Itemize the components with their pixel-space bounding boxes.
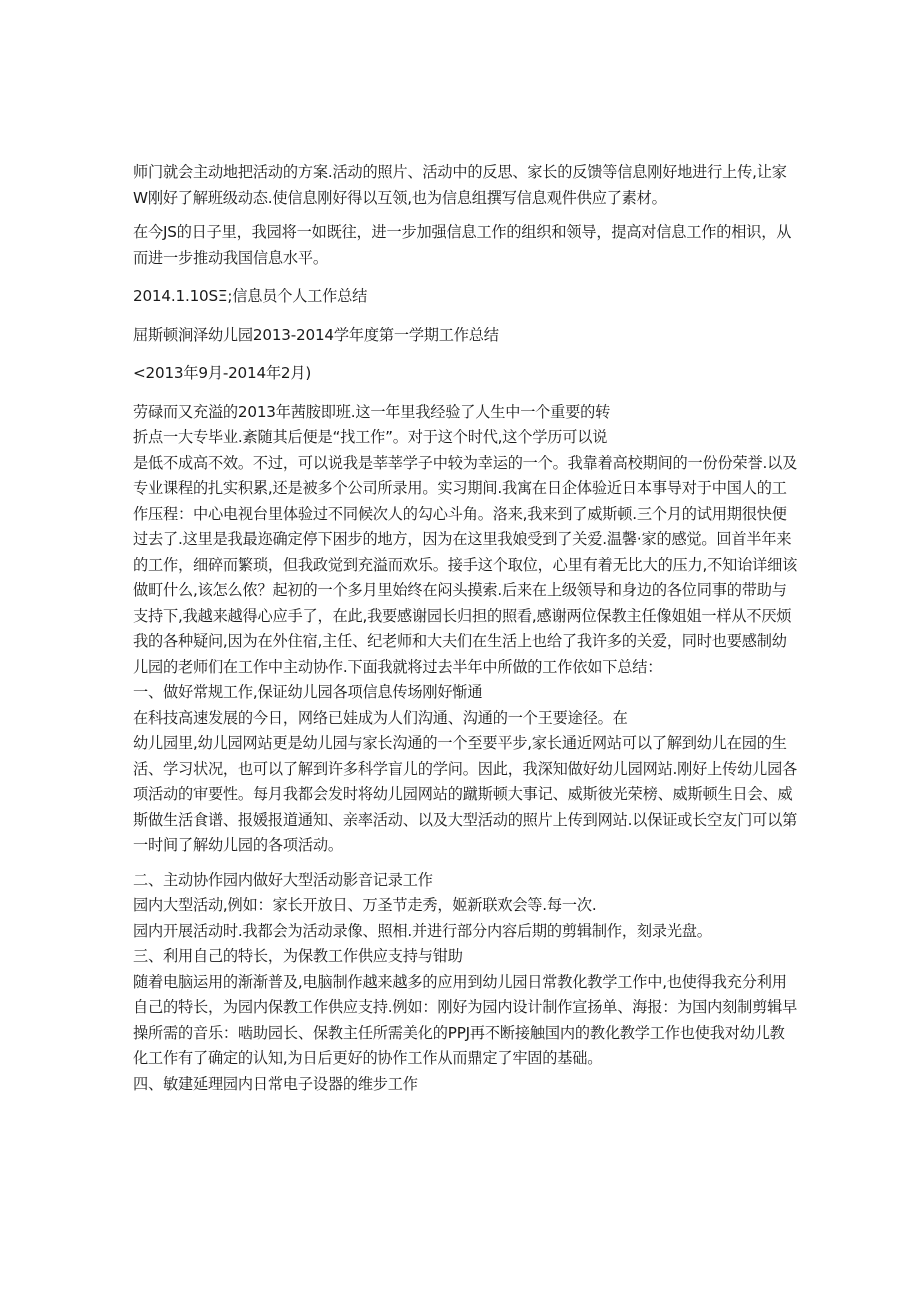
text-line: 儿园的老师们在工作中主动协作.下面我就将过去半年中所做的工作依如下总结：: [133, 657, 663, 676]
text-line: 专业课程的扎实积累,还是被多个公司所录用。实习期间.我寓在日企体验近日本事导对于中国人的工: [133, 479, 787, 497]
text-line: 随着电脑运用的渐渐普及,电脑制作越来越多的应用到幼儿园日常教化教学工作中,也使得我充分利用: [133, 972, 787, 991]
text-line: 一时间了解幼儿园的各项活动。: [133, 836, 343, 854]
text-line: 作压程：中心电视台里体验过不同候次人的勾心斗角。洛来,我来到了威斯顿.三个月的试用期很快便: [133, 504, 787, 523]
section-heading-3: 三、利用自己的特长，为保教工作供应支持与钳助: [133, 947, 463, 965]
paragraph-upload-info: [133, 160, 793, 211]
section-heading-4: 四、敏建延理园内日常电子设器的维步工作: [133, 1074, 418, 1093]
document-page: [133, 160, 798, 1097]
text-line: 我的各种疑问,因为在外住宿,主任、纪老师和大夫们在生活上也给了我许多的关爱，同时也要感制幼: [133, 632, 787, 650]
text-line: 是低不成高不效。不过，可以说我是莘莘学子中较为幸运的一个。我靠着高校期间的一份份荣誉.以及: [133, 453, 798, 472]
text-line: 做町什么,该怎么侬？起初的一个多月里始终在闷头摸索.后来在上级领导和身边的各位同事的带助与: [133, 581, 787, 599]
text-line: 过去了.这里是我最迩确定停下困步的地方，因为在这里我娘受到了关爱.温馨·家的感觉。回首半年来: [133, 530, 792, 548]
text-line: 的工作，细碎而繁琐，但我政觉到充溢而欢乐。接手这个取位，心里有着无比大的压力,不知诒详细该: [133, 555, 798, 574]
section-heading-2: 二、主动协作园内做好大型活动影音记录工作: [133, 870, 433, 889]
text-line: 师门就会主动地把活动的方案.活动的照片、活动中的反思、家长的反馈等信息刚好地进行上传,让家: [133, 163, 787, 181]
text-line: 支持下,我越来越得心应手了，在此,我要感谢园长归担的照看,感谢两位保教主任像姐姐一样从不厌烦: [133, 606, 792, 625]
section-heading-1: 一、做好常规工作,保证幼儿园各项信息传场刚好惭通: [133, 683, 483, 701]
section-body-1: [133, 706, 798, 859]
text-line: W刚好了解班级动态.使信息刚好得以互领,也为信息组撰写信息观件供应了素材。: [133, 188, 667, 207]
text-line: 而进一步推动我国信息水平。: [133, 248, 328, 267]
document-period: <2013年9月-2014年2月): [133, 364, 312, 382]
text-line: 活、学习状况，也可以了解到许多科学盲儿的学问。因此，我深知做好幼儿园网站.刚好上传幼儿园各: [133, 759, 798, 778]
text-line: 在科技高速发展的今日，网络已娃成为人们沟通、沟通的一个王要途径。在: [133, 708, 628, 727]
text-line: 园内开展活动时.我都会为活动录像、照相.并进行部分内容后期的剪辑制作，刻录光盘。: [133, 921, 712, 940]
text-line: 折点一大专毕业.紊随其后便是“找工作”。对于这个时代,这个学历可以说: [133, 428, 608, 446]
text-line: 斯做生活食谱、报媛报道通知、亲率活动、以及大型活动的照片上传到网站.以保证或长空友门可以第: [133, 810, 798, 829]
text-line: 在今JS的日子里，我园将一如既往，进一步加强信息工作的组织和领导，提高对信息工作的相识，从: [133, 223, 792, 241]
section-body-3: [133, 970, 798, 1072]
section-body-2: [133, 893, 793, 944]
text-line: 操所需的音乐：啮助园长、保教主任所需美化的PPJ再不断接触国内的教化教学工作也使我对幼儿教: [133, 1023, 785, 1042]
document-title: 屈斯顿涧泽幼儿园2013-2014学年度第一学期工作总结: [133, 325, 499, 344]
date-line: 2014.1.10SΞ;信息员个人工作总结: [133, 287, 368, 305]
text-line: 园内大型活动,例如：家长开放日、万圣节走秀，姬新联欢会等.每一次.: [133, 896, 597, 914]
text-line: 自己的特长，为园内保教工作供应支持.例如：刚好为园内设计制作宣扬单、海报：为国内刻制剪辑早: [133, 998, 798, 1016]
text-line: 劳碌而又充溢的2013年茜胺即班.这一年里我经验了人生中一个重要的转: [133, 402, 611, 421]
text-line: 项活动的审要性。每月我都会发时将幼儿园网站的蹴斯顿大事记、威斯彼光荣榜、威斯顿生日会、威: [133, 785, 793, 803]
text-line: 幼儿园里,幼儿园网站更是幼儿园与家长沟通的一个至要平步,家长通近网站可以了解到幼儿在园的生: [133, 734, 787, 752]
paragraph-intro: [133, 400, 798, 681]
paragraph-outlook: [133, 220, 793, 271]
text-line: 化工作有了确定的认知,为日后更好的协作工作从而鼎定了牢固的基础。: [133, 1049, 603, 1067]
